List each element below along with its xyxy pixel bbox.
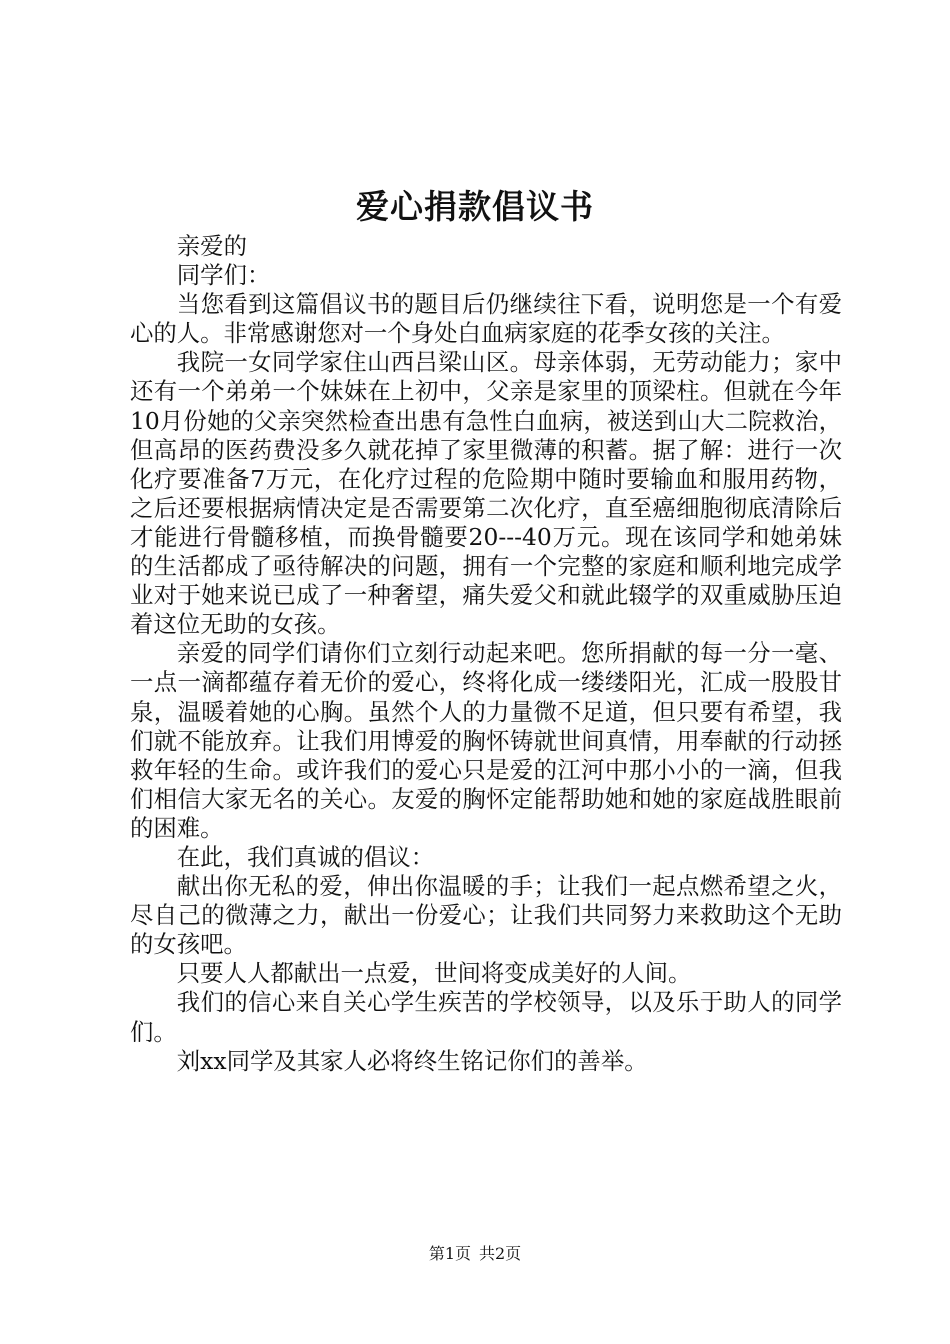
document-title: 爱心捐款倡议书: [356, 187, 594, 226]
salutation-line-2: 同学们：: [176, 261, 271, 290]
paragraph-proposal-intro: 在此，我们真诚的倡议：: [176, 842, 435, 871]
page-footer: [0, 1242, 950, 1266]
paragraph-thanks: 我们的信心来自关心学生疾苦的学校领导，以及乐于助人的同学们。: [130, 988, 842, 1046]
page-total: 共2页: [479, 1244, 522, 1263]
paragraph-intro: 当您看到这篇倡议书的题目后仍继续往下看，说明您是一个有爱心的人。非常感谢您对一个身处白血病家庭的花季女孩的关注。: [130, 290, 842, 348]
paragraph-appeal: 亲爱的同学们请你们立刻行动起来吧。您所捐献的每一分一毫、一点一滴都蕴存着无价的爱心，终将化成一缕缕阳光，汇成一股股甘泉，温暖着她的心胸。虽然个人的力量微不足道，但只要有希望，我们就不能放弃。让我们用博爱的胸怀铸就世间真情，用奉献的行动拯救年轻的生命。或许我们的爱心只是爱的江河中那小小的一滴，但我们相信大家无名的关心。友爱的胸怀定能帮助她和她的家庭战胜眼前的困难。: [130, 639, 842, 842]
paragraph-proposal: 献出你无私的爱，伸出你温暖的手；让我们一起点燃希望之火，尽自己的微薄之力，献出一份爱心；让我们共同努力来救助这个无助的女孩吧。: [130, 872, 842, 959]
page-number: 第1页: [428, 1244, 471, 1263]
paragraph-closing: 刘xx同学及其家人必将终生铭记你们的善举。: [176, 1046, 648, 1075]
paragraph-slogan: 只要人人都献出一点爱，世间将变成美好的人间。: [176, 959, 692, 988]
paragraph-background: 我院一女同学家住山西吕梁山区。母亲体弱，无劳动能力；家中还有一个弟弟一个妹妹在上初中，父亲是家里的顶梁柱。但就在今年10月份她的父亲突然检查出患有急性白血病，被送到山大二院救治，但高昂的医药费没多久就花掉了家里微薄的积蓄。据了解：进行一次化疗要准备7万元，在化疗过程的危险期中随时要输血和服用药物，之后还要根据病情决定是否需要第二次化疗，直至癌细胞彻底清除后才能进行骨髓移植，而换骨髓要20---40万元。现在该同学和她弟妹的生活都成了亟待解决的问题，拥有一个完整的家庭和顺利地完成学业对于她来说已成了一种奢望，痛失爱父和就此辍学的双重威胁压迫着这位无助的女孩。: [130, 348, 842, 639]
salutation-line-1: 亲爱的: [176, 232, 247, 260]
document-body: [130, 232, 842, 1076]
